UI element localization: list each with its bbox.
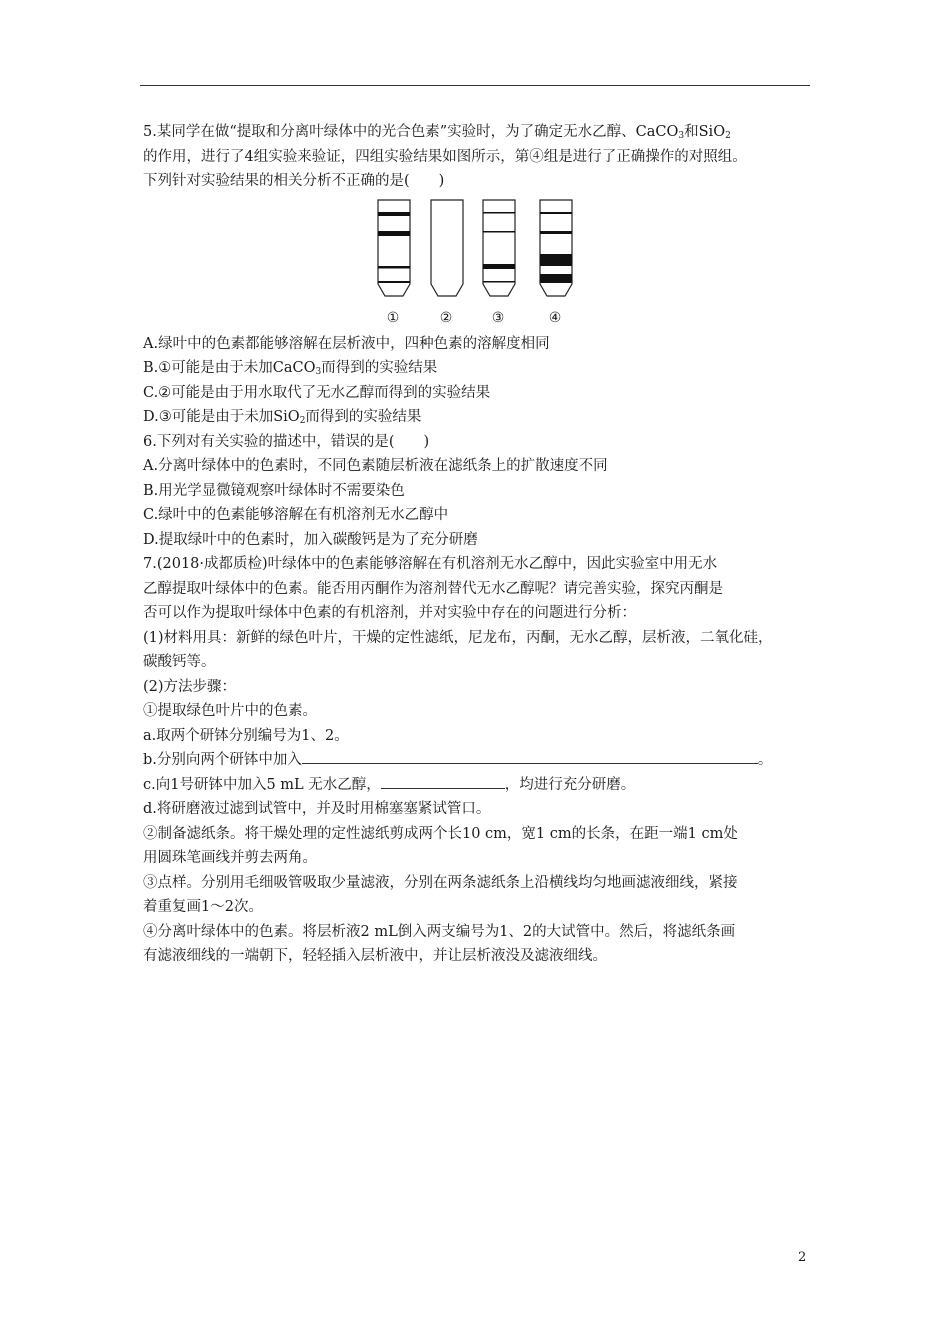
tube-4 (540, 200, 572, 296)
q7-materials-1: (1)材料用具：新鲜的绿色叶片，干燥的定性滤纸，尼龙布，丙酮，无水乙醇，层析液，二氧化硅， (143, 629, 773, 646)
q7-line-2: 乙醇提取叶绿体中的色素。能否用丙酮作为溶剂替代无水乙醇呢？请完善实验，探究丙酮是 (143, 580, 723, 597)
tube-label-4: ④ (548, 309, 562, 326)
q6-option-c: C.绿叶中的色素能够溶解在有机溶剂无水乙醇中 (143, 507, 449, 523)
q7-step-1b: b.分别向两个研钵中加入 。 (143, 748, 815, 773)
q7-step-1d: d.将研磨液过滤到试管中，并及时用棉塞塞紧试管口。 (143, 801, 491, 817)
tube-diagram (373, 198, 583, 306)
q7-step-1a: a.取两个研钵分别编号为1、2。 (143, 727, 349, 744)
q7-step-2-line-1: ②制备滤纸条。将干燥处理的定性滤纸剪成两个长10 cm，宽1 cm的长条，在距一端1 cm处 (143, 825, 738, 842)
q7-step-4-line-1: ④分离叶绿体中的色素。将层析液2 mL倒入两支编号为1、2的大试管中。然后，将滤纸条画 (143, 923, 736, 940)
q7-materials-2: 碳酸钙等。 (143, 654, 216, 670)
q6-option-a: A.分离叶绿体中的色素时，不同色素随层析液在滤纸条上的扩散速度不同 (143, 458, 608, 474)
q6-option-b: B.用光学显微镜观察叶绿体时不需要染色 (143, 482, 405, 499)
answer-blank-c[interactable] (381, 773, 505, 789)
q7-line-3: 否可以作为提取叶绿体中色素的有机溶剂，并对实验中存在的问题进行分析： (143, 605, 636, 621)
page-content (143, 120, 815, 969)
tube-label-1: ① (386, 309, 400, 326)
page-number: 2 (798, 1250, 807, 1265)
q7-step-4-line-2: 有滤液细线的一端朝下，轻轻插入层析液中，并让层析液没及滤液细线。 (143, 948, 607, 964)
q5-stem-line-3: 下列针对实验结果的相关分析不正确的是( ) (143, 173, 445, 189)
q7-steps-heading: (2)方法步骤： (143, 678, 237, 695)
q5-option-d: D.③可能是由于未加SiO$_2$而得到的实验结果 (143, 409, 422, 426)
chromatography-figure (143, 194, 815, 332)
q5-stem-line-2: 的作用，进行了4组实验来验证，四组实验结果如图所示，第④组是进行了正确操作的对照组。 (143, 148, 747, 165)
q7-line-1: 7.(2018·成都质检)叶绿体中的色素能够溶解在有机溶剂无水乙醇中，因此实验室中用无水 (143, 556, 718, 572)
header-rule (140, 85, 810, 86)
q7-step-3-line-1: ③点样。分别用毛细吸管吸取少量滤液，分别在两条滤纸条上沿横线均匀地画滤液细线，紧接 (143, 874, 738, 891)
tube-2 (431, 200, 463, 296)
q5-option-a: A.绿叶中的色素都能够溶解在层析液中，四种色素的溶解度相同 (143, 335, 550, 352)
q5-stem-line-1: 5.某同学在做“提取和分离叶绿体中的光合色素”实验时，为了确定无水乙醇、CaCO$_3$和SiO$_2$ (143, 124, 731, 141)
q7-step-1c: c.向1号研钵中加入5 mL 无水乙醇， ，均进行充分研磨。 (143, 773, 815, 798)
q5-option-b: B.①可能是由于未加CaCO$_3$而得到的实验结果 (143, 360, 438, 377)
answer-blank-b[interactable] (302, 748, 758, 764)
tube-label-3: ③ (491, 309, 505, 326)
q6-option-d: D.提取绿叶中的色素时，加入碳酸钙是为了充分研磨 (143, 531, 478, 548)
tube-1 (378, 200, 410, 296)
q7-step-1: ①提取绿色叶片中的色素。 (143, 703, 317, 719)
q7-step-2-line-2: 用圆珠笔画线并剪去两角。 (143, 850, 317, 866)
q7-step-3-line-2: 着重复画1～2次。 (143, 899, 263, 915)
tube-label-2: ② (439, 309, 453, 326)
q5-option-c: C.②可能是由于用水取代了无水乙醇而得到的实验结果 (143, 384, 491, 401)
q6-stem: 6.下列对有关实验的描述中，错误的是( ) (143, 433, 430, 450)
tube-3 (483, 200, 515, 296)
